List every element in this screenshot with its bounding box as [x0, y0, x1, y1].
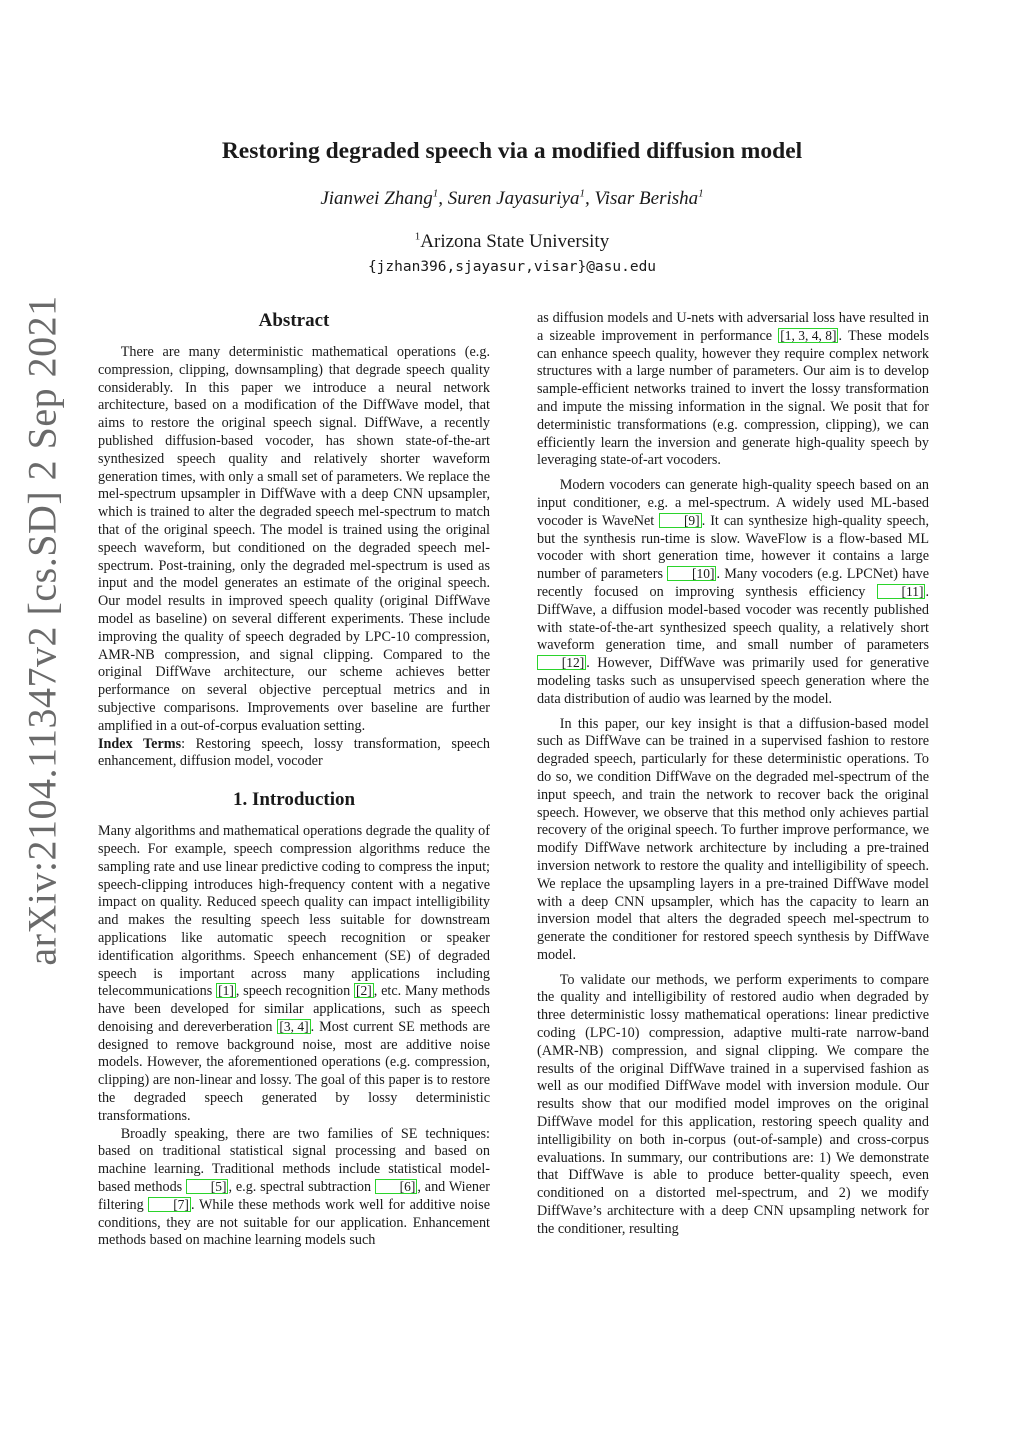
affiliation-mark: 1 — [414, 230, 421, 243]
intro-paragraph: Modern vocoders can generate high-quality speech based on an input conditioner, e.g. a mel-spectrum. A widely used ML-based vocoder is WaveNet [9] . It can synthesize high-quality speech, but the synthesis run-time is slow. WaveFlow is a flow-based ML vocoder with short generation time, however it contains a large number of parameters [10] . Many vocoders (e.g. LPCNet) have recently focused on improving synthesis efficiency [11] . DiffWave, a diffusion model-based vocoder was recently published with state-of-the-art synthesized speech quality, a relatively short waveform generation time, and small number of parameters [12] . However, DiffWave was primarily used for generative modeling tasks such as unsupervised speech generation where the data distribution of audio was learned by the model. — [537, 477, 929, 707]
affiliation-name: Arizona State University — [420, 231, 610, 252]
citation-link[interactable]: [1] — [218, 983, 234, 999]
citation-link[interactable]: [7] — [148, 1197, 190, 1212]
abstract-heading: Abstract — [258, 310, 330, 331]
citation-link[interactable]: [5] — [186, 1179, 228, 1194]
author-affiliation-mark: 1 — [432, 187, 439, 200]
right-column — [537, 310, 929, 1239]
intro-paragraph: In this paper, our key insight is that a diffusion-based model such as DiffWave can be trained in a supervised fashion to restore degraded speech, particularly for these deterministic operations. To do so, we condition DiffWave on the degraded mel-spectrum of the input speech, and train the network to recover back the original speech. However, we observe that this method only achieves partial recovery of the original speech. To further improve performance, we modify DiffWave network architecture by including a pre-trained inversion network to restore the quality and intelligibility of speech. We replace the upsampling layers in a pre-trained DiffWave model with a deep CNN upsampler, which has the capacity to learn an inversion model that alters the degraded speech mel-spectrum to generate the conditioner for restored speech synthesis by DiffWave model. — [537, 715, 929, 963]
author-name: Visar Berisha — [594, 188, 699, 209]
intro-paragraph: To validate our methods, we perform experiments to compare the quality and intelligibility of restored audio when degraded by three deterministic lossy mathematical operations: linear predictive coding (LPC-10) compression, adaptive multi-rate narrow-band (AMR-NB) compression, and signal clipping. We compare the results of the original DiffWave trained in a supervised fashion as well as our modified DiffWave model with inversion module. Our results show that our modified model improves on the original DiffWave model for this application, restoring speech quality and intelligibility on both in-corpus (out-of-sample) and cross-corpus evaluations. In summary, our contributions are: 1) We demonstrate that DiffWave is able to produce better-quality speech, even conditioned on a distorted mel-spectrum, and 2) we modify DiffWave’s architecture with a deep CNN upsampling network for the conditioner, resulting — [537, 971, 929, 1237]
author-affiliation-mark: 1 — [579, 187, 586, 200]
intro-paragraph: Many algorithms and mathematical operations degrade the quality of speech. For example, speech compression algorithms reduce the sampling rate and use linear predictive coding to compress the input; speech-clipping introduces high-frequency content with a negative impact on quality. Reduced speech quality can impact intelligibility and makes the resulting speech less suitable for downstream applications like automatic speech recognition or speaker identification algorithms. Speech enhancement (SE) of degraded speech is important across many applications including telecommunications [1] , speech recognition [2] , etc. Many methods have been developed for similar applications, such as speech denoising and dereverberation [3, 4] . Most current SE methods are designed to remove background noise, most are additive noise models. However, the aforementioned operations (e.g. compression, clipping) are non-linear and lossy. The goal of this paper is to restore the degraded speech generated by lossy deterministic transformations. — [98, 823, 491, 1124]
intro-paragraph: as diffusion models and U-nets with adversarial loss have resulted in a sizeable improvement in performance [1, 3, 4, 8] . These models can enhance speech quality, however they require complex network structures with a large number of parameters. Our aim is to develop sample-efficient networks trained to invert the lossy transformation and impute the missing information in the signal. We posit that for deterministic transformations (e.g. compression, clipping), we can efficiently learn the inversion and generate high-quality speech by leveraging state-of-art vocoders. — [537, 310, 929, 469]
paper-title: Restoring degraded speech via a modified diffusion model — [221, 138, 803, 164]
abstract-text: There are many deterministic mathematical operations (e.g. compression, clipping, downsampling) that degrade speech quality considerably. In this paper we introduce a neural network architecture, based on a modification of the DiffWave model, that aims to restore the original speech signal. DiffWave, a recently published diffusion-based vocoder, has shown state-of-the-art synthesized speech quality and relatively shorter waveform generation times, with only a small set of parameters. We replace the mel-spectrum upsampler in DiffWave with a deep CNN upsampler, which is trained to alter the degraded speech mel-spectrum to match that of the original speech. The model is trained using the original speech waveform, but conditioned on the degraded speech mel-spectrum. Post-training, only the degraded mel-spectrum is used as input and the model generates an estimate of the original speech. Our model results in improved speech quality (original DiffWave model as baseline) on several different experiments. These include improving the quality of speech degraded by LPC-10 compression, AMR-NB compression, and signal clipping. Compared to the original DiffWave architecture, our scheme achieves better performance on several objective perceptual metrics and in subjective comparisons. Improvements over baseline are further amplified in a out-of-corpus evaluation setting. — [98, 344, 490, 734]
citation-link[interactable]: [1, 3, 4, 8] — [780, 327, 837, 343]
intro-paragraph: Broadly speaking, there are two families of SE techniques: based on traditional statistical signal processing and based on machine learning. Traditional methods include statistical model-based methods [5] , e.g. spectral subtraction [6] , and Wiener filtering [7] . While these methods work well for additive noise conditions, they are not suitable for our application. Enhancement methods based on machine learning models such — [98, 1125, 490, 1249]
author-list: Jianwei Zhang$^1$, Suren Jayasuriya$^1$, Visar Berisha$^1$ — [320, 187, 704, 209]
citation-link[interactable]: [2] — [356, 983, 372, 999]
arxiv-id-text: arXiv:2104.11347v2 [cs.SD] 2 Sep 2021 — [19, 294, 65, 966]
index-terms-label: Index Terms — [98, 735, 182, 752]
citation-link[interactable]: [12] — [537, 655, 586, 670]
index-terms-list: Restoring speech, lossy transformation, speech enhancement, diffusion model, vocoder — [98, 735, 490, 770]
author-affiliation-mark: 1 — [698, 187, 704, 200]
citation-link[interactable]: [6] — [375, 1179, 417, 1194]
introduction-heading: 1. Introduction — [232, 789, 356, 811]
citation-link[interactable]: [11] — [877, 584, 926, 599]
affiliation — [0, 231, 1024, 253]
author-name: Suren Jayasuriya — [447, 188, 580, 209]
author-name: Jianwei Zhang — [320, 188, 433, 209]
arxiv-watermark — [12, 215, 72, 1045]
author-emails: {jzhan396,sjayasur,visar}@asu.edu — [367, 259, 657, 275]
index-terms: Index Terms: Restoring speech, lossy transformation, speech enhancement, diffusion model, vocoder — [98, 735, 490, 770]
citation-link[interactable]: [9] — [659, 513, 701, 528]
citation-link[interactable]: [10] — [667, 566, 716, 581]
citation-link[interactable]: [3, 4] — [279, 1018, 309, 1034]
left-column — [98, 310, 490, 1250]
